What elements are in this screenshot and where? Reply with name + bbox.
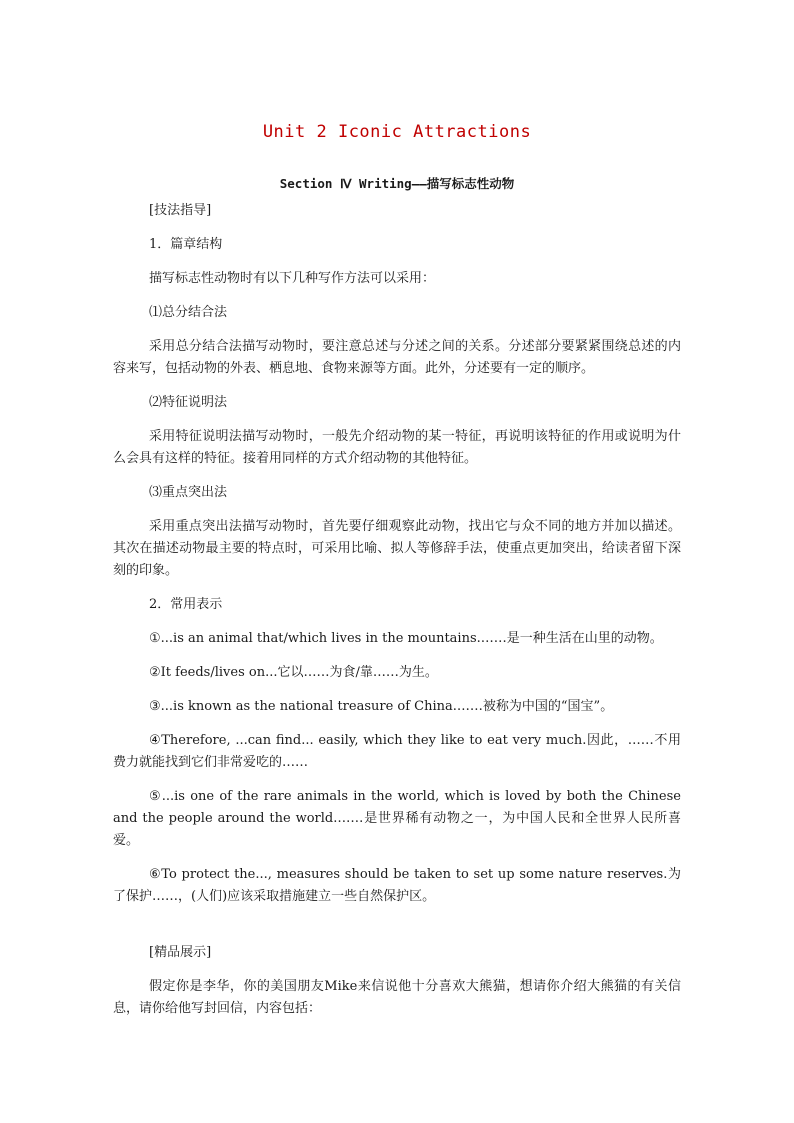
subheading-method-3: ⑶重点突出法: [149, 485, 228, 500]
document-title: Unit 2 Iconic Attractions: [262, 122, 532, 142]
paragraph-intro: 描写标志性动物时有以下几种写作方法可以采用：: [149, 271, 436, 286]
expression-3: ③...is known as the national treasure of China.……被称为中国的“国宝”。: [149, 699, 614, 714]
subheading-method-1: ⑴总分结合法: [149, 305, 228, 320]
heading-expressions: 2．常用表示: [149, 597, 223, 612]
paragraph-method-1: 采用总分结合法描写动物时，要注意总述与分述之间的关系。分述部分要紧紧围绕总述的内容来写，包括动物的外表、栖息地、食物来源等方面。此外，分述要有一定的顺序。: [113, 339, 681, 376]
heading-showcase: [精品展示]: [149, 945, 212, 960]
expression-1: ①...is an animal that/which lives in the mountains.……是一种生活在山里的动物。: [149, 631, 663, 646]
paragraph-method-3: 采用重点突出法描写动物时，首先要仔细观察此动物，找出它与众不同的地方并加以描述。其次在描述动物最主要的特点时，可采用比喻、拟人等修辞手法，使重点更加突出，给读者留下深刻的印象。: [113, 519, 681, 578]
document-body: [113, 200, 681, 1032]
expression-6: ⑥To protect the..., measures should be taken to set up some nature reserves.为了保护……，(人们)应该采取措施建立一些自然保护区。: [113, 867, 681, 904]
expression-2: ②It feeds/lives on...它以……为食/靠……为生。: [149, 665, 438, 680]
subheading-method-2: ⑵特征说明法: [149, 395, 228, 410]
paragraph-task: 假定你是李华，你的美国朋友Mike来信说他十分喜欢大熊猫，想请你介绍大熊猫的有关信息，请你给他写封回信，内容包括：: [113, 979, 681, 1016]
expression-5: ⑤...is one of the rare animals in the world, which is loved by both the Chinese and the people around the world.……是世界稀有动物之一，为中国人民和全世界人民所喜爱。: [113, 789, 681, 848]
expression-4: ④Therefore, ...can find... easily, which they like to eat very much.因此，……不用费力就能找到它们非常爱吃的……: [113, 733, 681, 770]
paragraph-method-2: 采用特征说明法描写动物时，一般先介绍动物的某一特征，再说明该特征的作用或说明为什么会具有这样的特征。接着用同样的方式介绍动物的其他特征。: [113, 429, 681, 466]
section-heading: Section Ⅳ Writing——描写标志性动物: [279, 176, 515, 191]
heading-technique-guide: [技法指导]: [149, 203, 212, 218]
heading-structure: 1．篇章结构: [149, 237, 223, 252]
